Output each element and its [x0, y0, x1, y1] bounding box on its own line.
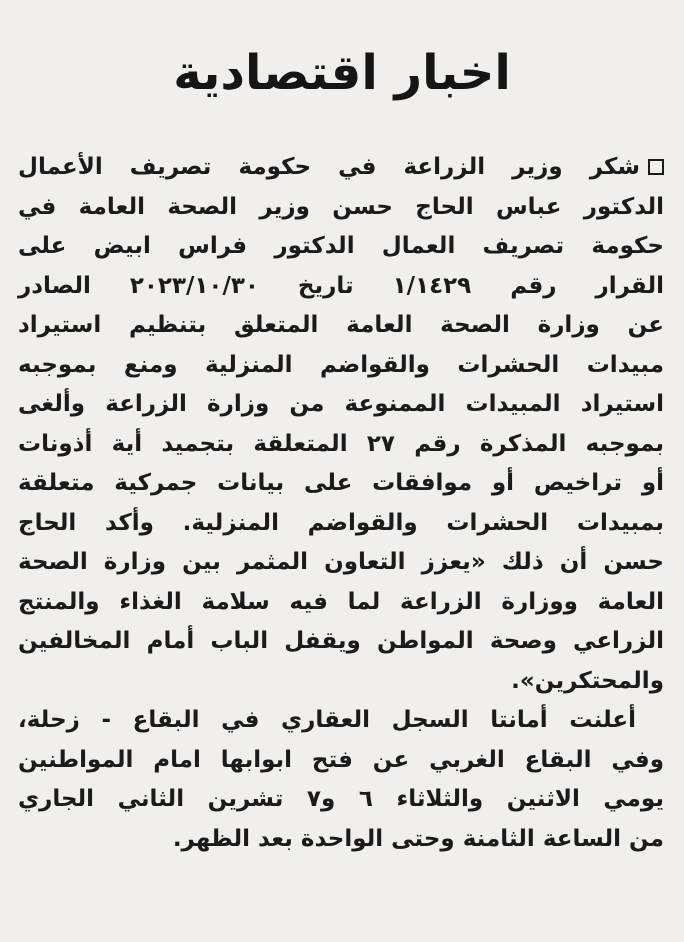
article-body	[18, 148, 664, 859]
paragraph-line: استيراد المبيدات الممنوعة من وزارة الزراعة وألغى	[18, 391, 664, 417]
paragraph-line: شكر وزير الزراعة في حكومة تصريف الأعمال	[18, 148, 664, 188]
paragraph-line: حكومة تصريف العمال الدكتور فراس ابيض على	[18, 233, 664, 259]
square-bullet-icon	[648, 159, 664, 175]
paragraph-minister-thanks	[18, 148, 664, 701]
paragraph-line: وفي البقاع الغربي عن فتح ابوابها امام المواطنين	[18, 746, 664, 773]
paragraph-line: عن وزارة الصحة العامة المتعلق بتنظيم استيراد	[18, 312, 664, 338]
paragraph-line: العامة ووزارة الزراعة لما فيه سلامة الغذاء والمنتج	[18, 588, 664, 615]
headline: اخبار اقتصادية	[173, 45, 511, 101]
paragraph-line: بموجبه المذكرة رقم ٢٧ المتعلقة بتجميد أية أذونات	[18, 430, 665, 457]
paragraph-line: أعلنت أمانتا السجل العقاري في البقاع - زحلة،	[18, 707, 636, 733]
paragraph-line: أو تراخيص أو موافقات على بيانات جمركية متعلقة	[18, 470, 664, 496]
paragraph-line: القرار رقم ١/١٤٢٩ تاريخ ٢٠٢٣/١٠/٣٠ الصادر	[18, 272, 665, 299]
paragraph-line: بمبيدات الحشرات والقواضم المنزلية. وأكد الحاج	[18, 509, 664, 536]
paragraph-line: الزراعي وصحة المواطن ويقفل الباب أمام المخالفين	[18, 628, 664, 654]
paragraph-line: الدكتور عباس الحاج حسن وزير الصحة العامة في	[18, 193, 664, 220]
paragraph-line: حسن أن ذلك «يعزز التعاون المثمر بين وزارة الصحة	[18, 549, 664, 575]
paragraph-line: مبيدات الحشرات والقواضم المنزلية ومنع بموجبه	[18, 351, 664, 378]
paragraph-line: والمحتكرين».	[511, 667, 664, 694]
paragraph-line: من الساعة الثامنة وحتى الواحدة بعد الظهر.	[172, 825, 664, 852]
paragraph-line: يومي الاثنين والثلاثاء ٦ و٧ تشرين الثاني الجاري	[18, 786, 664, 812]
paragraph-land-registry	[18, 701, 664, 859]
